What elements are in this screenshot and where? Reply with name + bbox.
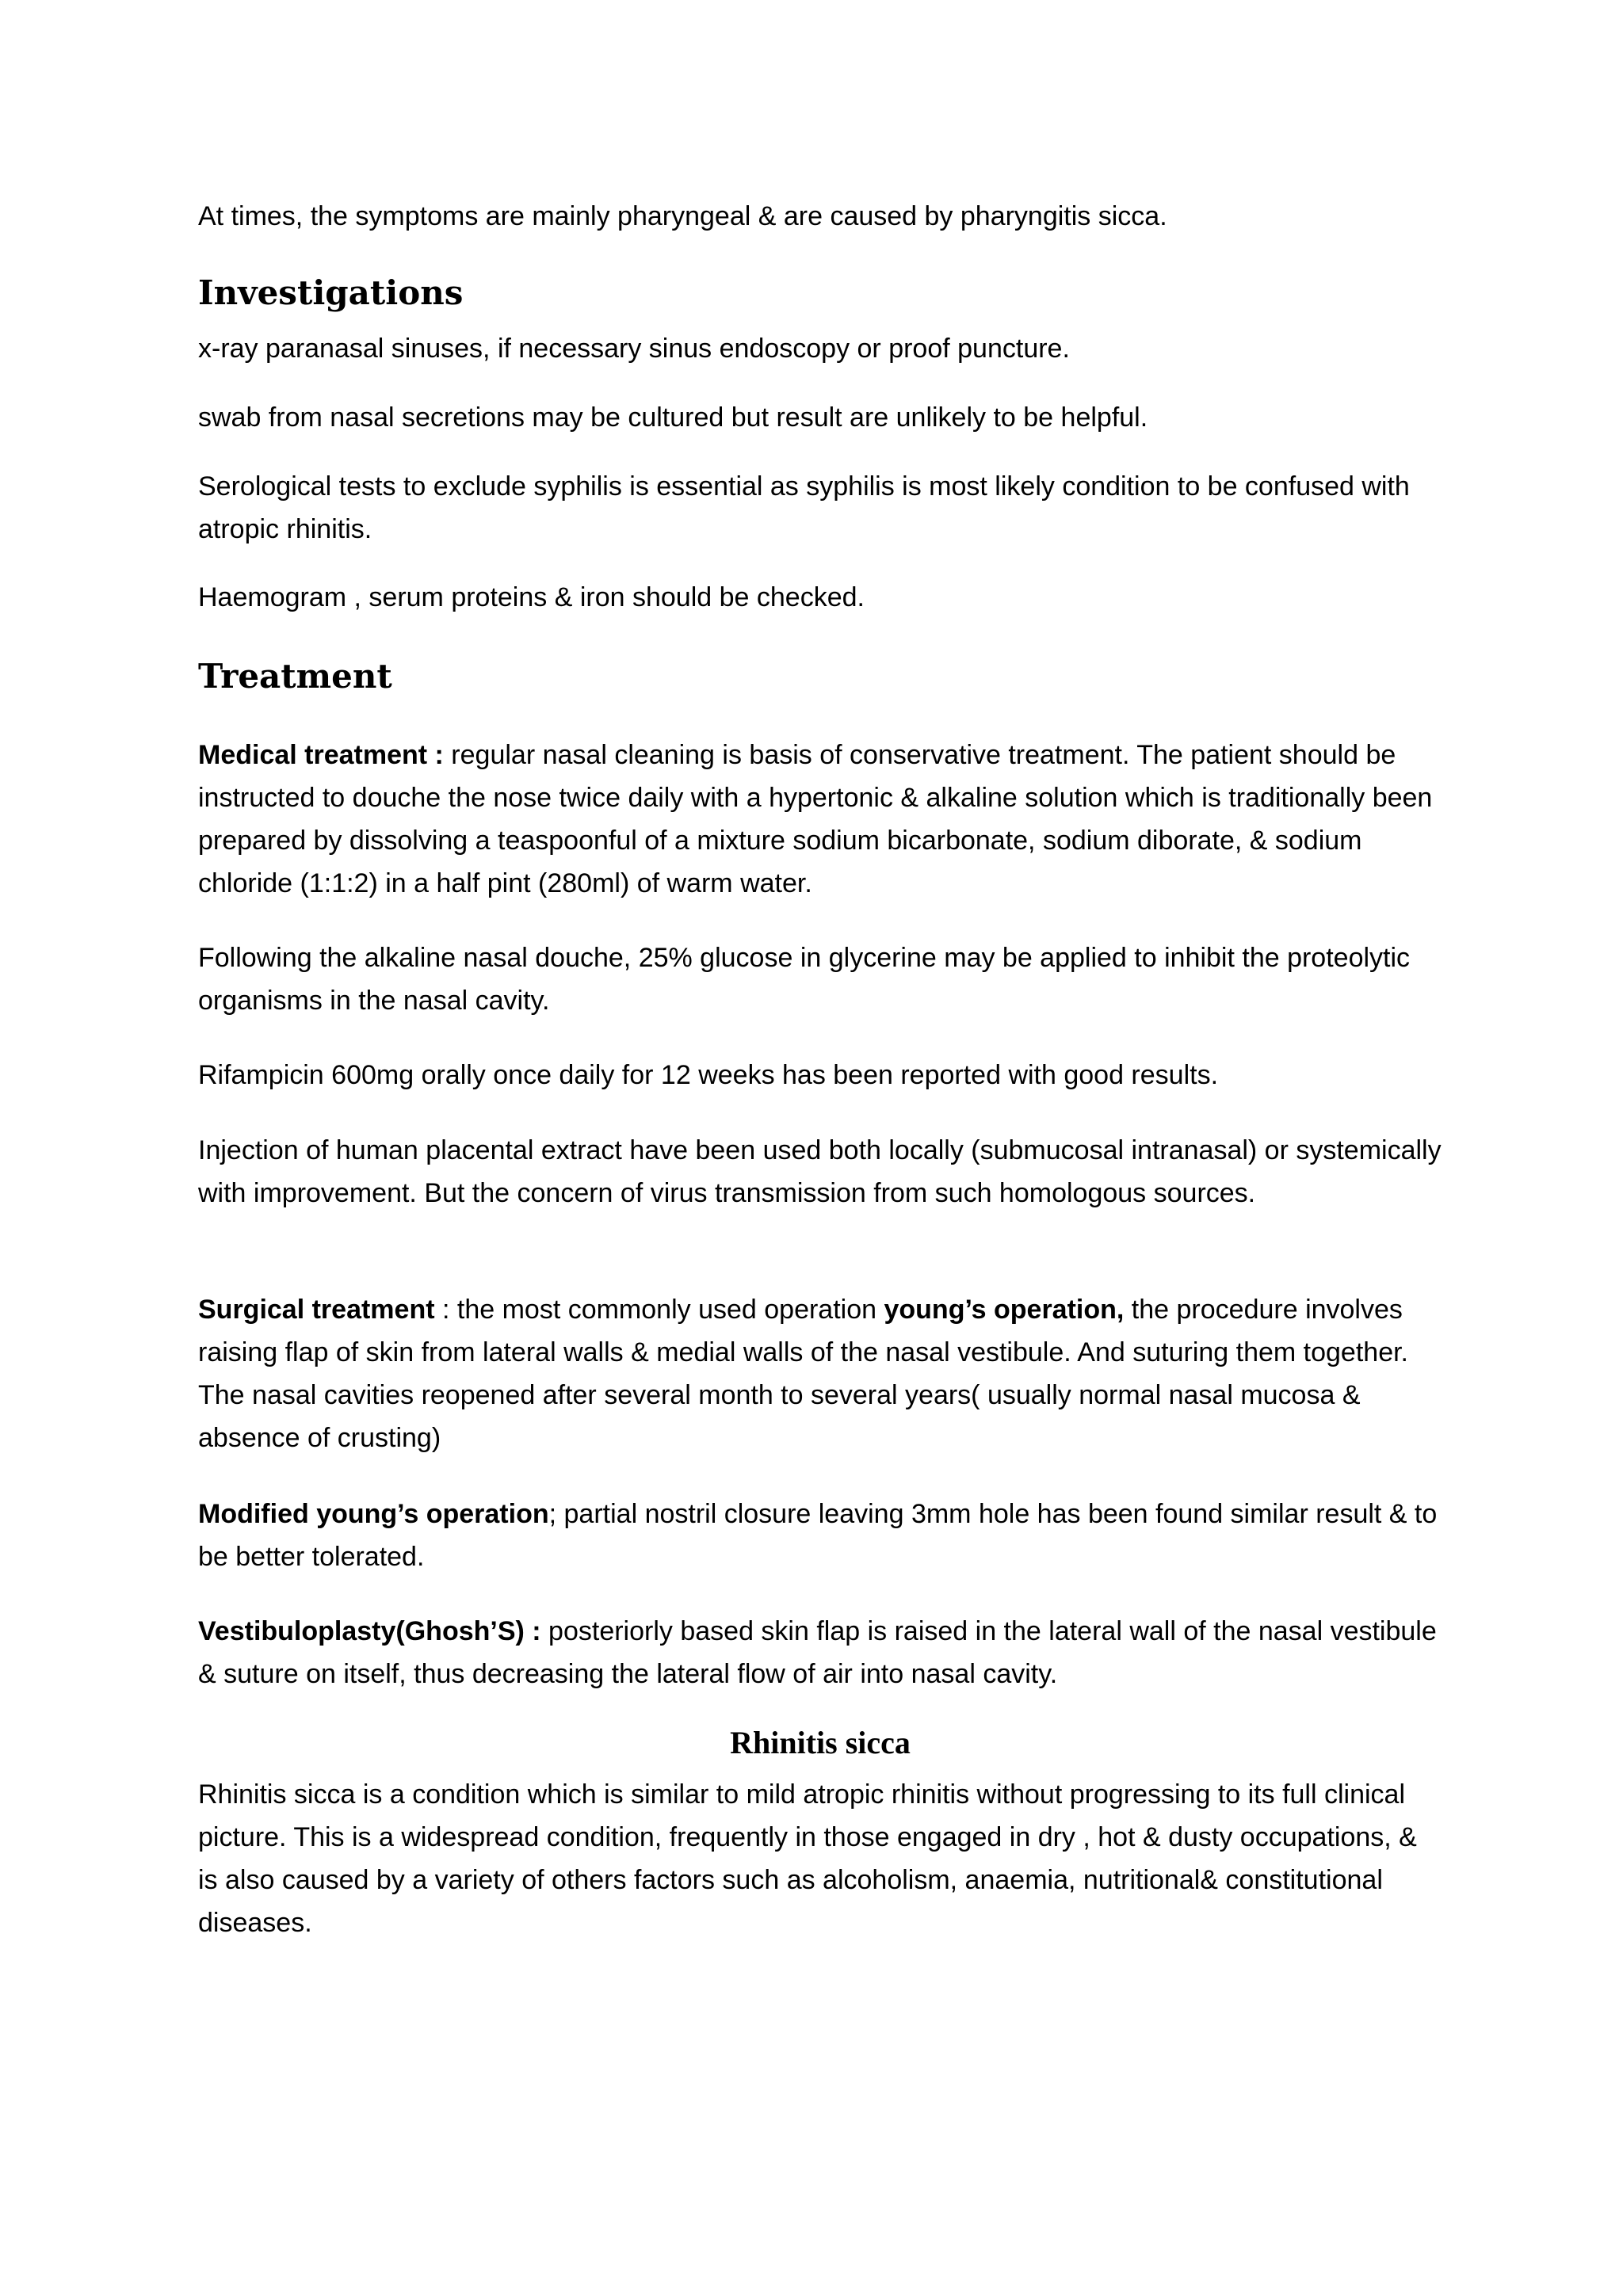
investigation-item-swab: swab from nasal secretions may be cultured but result are unlikely to be helpful. <box>198 402 1148 433</box>
youngs-operation-label: young’s operation, <box>884 1295 1125 1325</box>
rifampicin-paragraph: Rifampicin 600mg orally once daily for 12 weeks has been reported with good results. <box>198 1060 1219 1090</box>
investigation-item-xray: x-ray paranasal sinuses, if necessary sinus endoscopy or proof puncture. <box>198 334 1070 364</box>
intro-paragraph: At times, the symptoms are mainly pharyngeal & are caused by pharyngitis sicca. <box>198 201 1167 231</box>
investigation-item-serology: Serological tests to exclude syphilis is essential as syphilis is most likely condition to be confused with atropic rhinitis. <box>198 471 1410 544</box>
placental-paragraph: Injection of human placental extract have been used both locally (submucosal intranasal) or systemically with improvement. But the concern of virus transmission from such homologous sources. <box>198 1135 1442 1208</box>
vestibuloplasty-paragraph <box>198 1610 1442 1695</box>
modified-operation-paragraph <box>198 1493 1442 1578</box>
medical-treatment-text: regular nasal cleaning is basis of conservative treatment. The patient should be instructed to douche the nose twice daily with a hypertonic & alkaline solution which is traditionally been prepared by dissolving a teaspoonful of a mixture sodium bicarbonate, sodium diborate, & sodium chloride (1:1:2) in a half pint (280ml) of warm water. <box>198 740 1433 898</box>
modified-operation-label: Modified young’s operation <box>198 1499 549 1529</box>
surgical-treatment-paragraph <box>198 1288 1442 1459</box>
investigations-heading: Investigations <box>198 273 464 312</box>
rhinitis-sicca-paragraph: Rhinitis sicca is a condition which is similar to mild atropic rhinitis without progressing to its full clinical picture. This is a widespread condition, frequently in those engaged in dry , hot & dusty occupations, & is also caused by a variety of others factors such as alcoholism, anaemia, nutritional& constitutional diseases. <box>198 1779 1417 1938</box>
vestibuloplasty-text: posteriorly based skin flap is raised in the lateral wall of the nasal vestibule & suture on itself, thus decreasing the lateral flow of air into nasal cavity. <box>198 1616 1437 1689</box>
rhinitis-sicca-heading: Rhinitis sicca <box>730 1725 911 1760</box>
medical-treatment-paragraph <box>198 734 1442 905</box>
surgical-treatment-text-1: : the most commonly used operation <box>434 1295 884 1325</box>
vestibuloplasty-label: Vestibuloplasty(Ghosh’S) : <box>198 1616 541 1646</box>
surgical-treatment-label: Surgical treatment <box>198 1295 435 1325</box>
surgical-treatment-text-2: the procedure involves raising flap of skin from lateral walls & medial walls of the nasal vestibule. And suturing them together. The nasal cavities reopened after several month to several years( usually normal nasal mucosa & absence of crusting) <box>198 1295 1408 1453</box>
glucose-paragraph: Following the alkaline nasal douche, 25% glucose in glycerine may be applied to inhibit the proteolytic organisms in the nasal cavity. <box>198 943 1411 1016</box>
medical-treatment-label: Medical treatment : <box>198 740 444 770</box>
modified-operation-text: ; partial nostril closure leaving 3mm hole has been found similar result & to be better tolerated. <box>198 1499 1438 1572</box>
treatment-heading: Treatment <box>198 657 392 696</box>
investigation-item-haemogram: Haemogram , serum proteins & iron should be checked. <box>198 582 865 612</box>
